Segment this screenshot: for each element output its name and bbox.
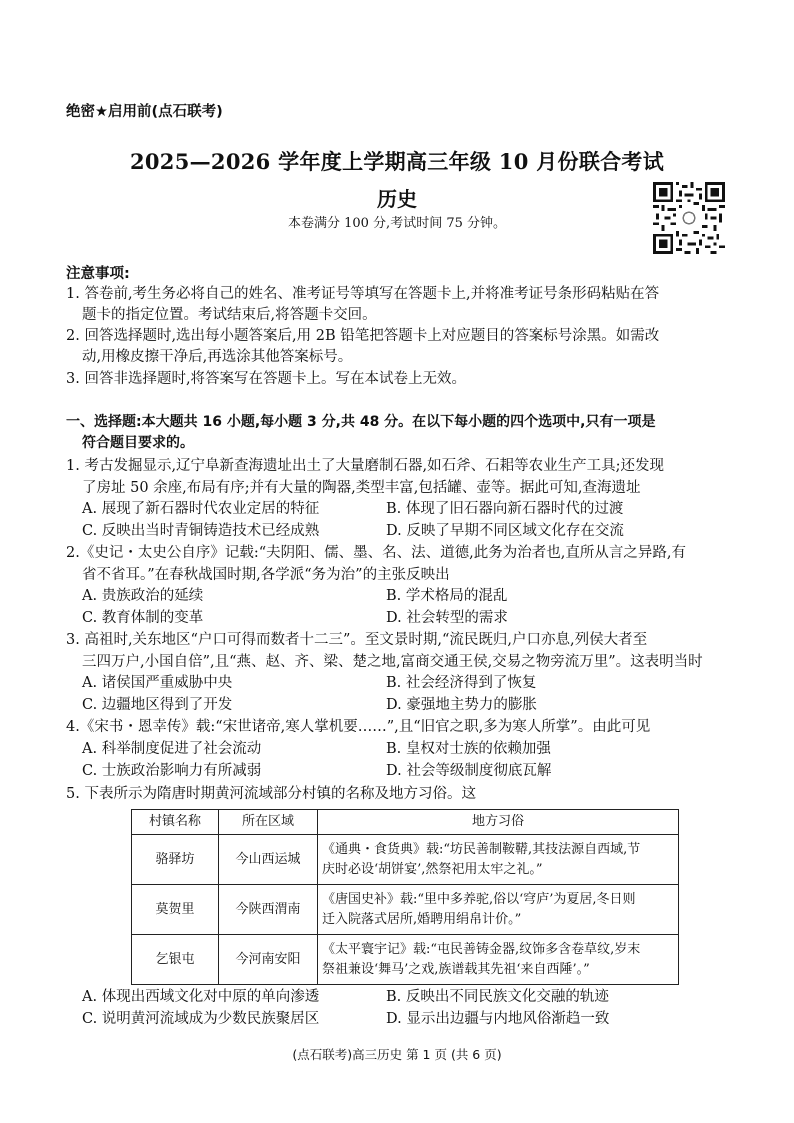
question-2-text: 2.《史记・太史公自序》记载:“夫阴阳、儒、墨、名、法、道德,此务为治者也,直所从言之异路,有 [66,545,686,561]
table-cell-custom-line: 《唐国史补》载:“里中多养驼,俗以‘穹庐’为夏居,冬日则 [322,891,636,907]
table-cell-custom-line: 迁入院落式居所,婚聘用绢帛计价。” [322,911,522,927]
instruction-line: 题卡的指定位置。考试结束后,将答题卡交回。 [82,307,377,323]
question-4-option-c[interactable]: C. 士族政治影响力有所减弱 [82,763,262,779]
table-header-cell: 村镇名称 [132,810,219,835]
table-cell-region: 今陕西渭南 [219,885,318,935]
question-5-option-a[interactable]: A. 体现出西域文化对中原的单向渗透 [82,989,320,1005]
page-footer: (点石联考)高三历史 第 1 页 (共 6 页) [292,1047,502,1062]
table-cell-region: 今山西运城 [219,835,318,885]
question-4-option-a[interactable]: A. 科举制度促进了社会流动 [82,741,262,757]
question-2-option-b[interactable]: B. 学术格局的混乱 [386,588,508,604]
instruction-line: 1. 答卷前,考生务必将自己的姓名、准考证号等填写在答题卡上,并将准考证号条形码粘贴在答 [66,286,660,302]
instructions-heading: 注意事项: [66,266,130,282]
section-heading: 一、选择题:本大题共 16 小题,每小题 3 分,共 48 分。在以下每小题的四个选项中,只有一项是 [66,414,656,430]
table-header-cell: 地方习俗 [318,810,679,835]
question-3-option-c[interactable]: C. 边疆地区得到了开发 [82,697,233,713]
question-1-option-d[interactable]: D. 反映了早期不同区域文化存在交流 [386,523,624,539]
subject-title: 历史 [377,187,417,211]
question-4-option-d[interactable]: D. 社会等级制度彻底瓦解 [386,763,552,779]
section-heading-cont: 符合题目要求的。 [82,435,194,451]
table-cell-custom-line: 《太平寰宇记》载:“屯民善铸金器,纹饰多含卷草纹,岁末 [322,941,641,957]
table-cell-custom-line: 祭祖兼设‘舞马’之戏,族谱载其先祖‘来自西陲’。” [322,961,590,977]
question-5-option-c[interactable]: C. 说明黄河流域成为少数民族聚居区 [82,1011,320,1027]
table-row [132,935,679,985]
instruction-line: 动,用橡皮擦干净后,再选涂其他答案标号。 [82,349,353,365]
customs-table [131,809,679,985]
instruction-line: 2. 回答选择题时,选出每小题答案后,用 2B 铅笔把答题卡上对应题目的答案标号涂黑。如需改 [66,328,660,344]
table-header-row [132,810,679,835]
question-1-text: 1. 考古发掘显示,辽宁阜新查海遗址出土了大量磨制石器,如石斧、石耜等农业生产工具;还发现 [66,458,665,474]
question-2-option-d[interactable]: D. 社会转型的需求 [386,610,508,626]
question-5-option-b[interactable]: B. 反映出不同民族文化交融的轨迹 [386,989,609,1005]
instruction-line: 3. 回答非选择题时,将答案写在答题卡上。写在本试卷上无效。 [66,371,467,387]
table-cell-custom [318,835,679,885]
qr-code-icon [652,182,726,254]
question-1-option-a[interactable]: A. 展现了新石器时代农业定居的特征 [82,501,320,517]
question-1-option-b[interactable]: B. 体现了旧石器向新石器时代的过渡 [386,501,624,517]
question-1-text: 了房址 50 余座,布局有序;并有大量的陶器,类型丰富,包括罐、壶等。据此可知,查海遗址 [82,480,641,496]
question-3-option-b[interactable]: B. 社会经济得到了恢复 [386,675,537,691]
question-4-text: 4.《宋书・恩幸传》载:“宋世诸帝,寒人掌机要……”,且“旧官之职,多为寒人所掌”。由此可见 [66,719,651,735]
question-3-option-d[interactable]: D. 豪强地主势力的膨胀 [386,697,537,713]
question-2-text: 省不省耳。”在春秋战国时期,各学派“务为治”的主张反映出 [82,567,450,583]
question-2-option-a[interactable]: A. 贵族政治的延续 [82,588,204,604]
table-cell-custom-line: 《通典・食货典》载:“坊民善制鞍鞯,其技法源自西域,节 [322,841,641,857]
table-row [132,885,679,935]
table-cell-custom-line: 庆时必设‘胡饼宴’,然祭祀用太牢之礼。” [322,861,543,877]
question-4-option-b[interactable]: B. 皇权对士族的依赖加强 [386,741,551,757]
confidential-label: 绝密★启用前(点石联考) [66,104,223,120]
question-1-option-c[interactable]: C. 反映出当时青铜铸造技术已经成熟 [82,523,320,539]
question-2-option-c[interactable]: C. 教育体制的变革 [82,610,204,626]
question-5-text: 5. 下表所示为隋唐时期黄河流域部分村镇的名称及地方习俗。这 [66,786,476,802]
table-header-cell: 所在区域 [219,810,318,835]
table-cell-name: 乞银屯 [132,935,219,985]
table-row [132,835,679,885]
table-cell-name: 骆驿坊 [132,835,219,885]
table-cell-custom [318,935,679,985]
table-cell-name: 莫贺里 [132,885,219,935]
table-cell-region: 今河南安阳 [219,935,318,985]
question-3-text: 3. 高祖时,关东地区“户口可得而数者十二三”。至文景时期,“流民既归,户口亦息,列侯大者至 [66,632,648,648]
question-3-option-a[interactable]: A. 诸侯国严重威胁中央 [82,675,233,691]
question-5-option-d[interactable]: D. 显示出边疆与内地风俗渐趋一致 [386,1011,610,1027]
exam-note: 本卷满分 100 分,考试时间 75 分钟。 [287,216,507,231]
question-3-text: 三四万户,小国自倍”,且“燕、赵、齐、梁、楚之地,富商交通王侯,交易之物旁流万里”。这表明当时 [82,654,703,670]
table-cell-custom [318,885,679,935]
exam-title: 2025—2026 学年度上学期高三年级 10 月份联合考试 [129,149,665,174]
